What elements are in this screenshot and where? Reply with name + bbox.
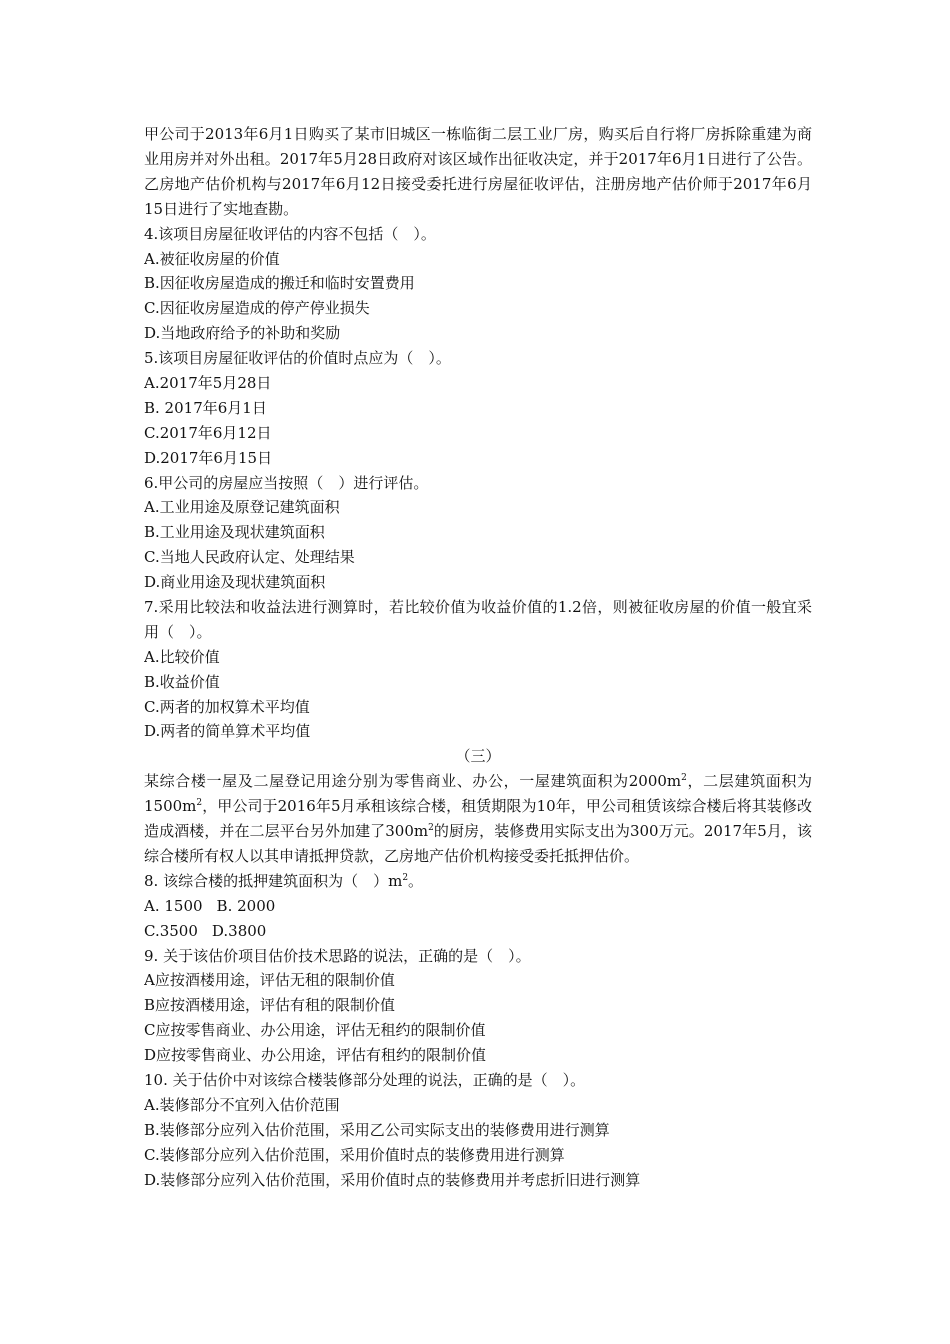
question-9-option-c: C应按零售商业、办公用途，评估无租约的限制价值 <box>144 1021 486 1040</box>
question-6-stem: 6.甲公司的房屋应当按照（ ）进行评估。 <box>144 473 429 492</box>
question-8-option-a: A. 1500 <box>144 896 203 915</box>
section-intro-text-4: 的厨房，装修费用实际支出为300万元。2017年5月，该综合楼所有权人以其申请抵押贷款，乙房地产估价机构接受委托抵押估价。 <box>144 822 812 865</box>
section-heading: （三） <box>455 747 501 766</box>
question-4-option-a: A.被征收房屋的价值 <box>144 249 280 268</box>
question-7-option-d: D.两者的简单算术平均值 <box>144 722 311 741</box>
question-8-stem <box>144 869 812 894</box>
superscript-2: 2 <box>681 773 687 784</box>
question-10-option-d: D.装修部分应列入估价范围，采用价值时点的装修费用并考虑折旧进行测算 <box>144 1170 641 1189</box>
question-10-option-a: A.装修部分不宜列入估价范围 <box>144 1095 340 1114</box>
question-10-stem: 10. 关于估价中对该综合楼装修部分处理的说法，正确的是（ ）。 <box>144 1071 586 1089</box>
question-7-option-b: B.收益价值 <box>144 672 220 691</box>
question-5-option-a: A.2017年5月28日 <box>144 373 272 392</box>
case-intro-paragraph: 甲公司于2013年6月1日购买了某市旧城区一栋临街二层工业厂房，购买后自行将厂房拆除重建为商业用房并对外出租。2017年5月28日政府对该区域作出征收决定，并于2017年6月1日进行了公告。乙房地产估价机构与2017年6月12日接受委托进行房屋征收评估，注册房地产估价师于2017年6月15日进行了实地查勘。 <box>144 125 812 218</box>
superscript-2: 2 <box>402 872 409 883</box>
question-8-option-d: D.3800 <box>211 921 267 940</box>
question-7-stem: 7.采用比较法和收益法进行测算时，若比较价值为收益价值的1.2倍，则被征收房屋的价值一般宜采用（ ）。 <box>144 597 812 641</box>
question-6-option-a: A.工业用途及原登记建筑面积 <box>144 498 340 517</box>
question-8-options-row-1 <box>144 894 812 919</box>
question-10-option-c: C.装修部分应列入估价范围，采用价值时点的装修费用进行测算 <box>144 1145 565 1164</box>
question-9-option-d: D应按零售商业、办公用途，评估有租约的限制价值 <box>144 1046 487 1065</box>
superscript-2: 2 <box>196 798 203 809</box>
question-5-stem: 5.该项目房屋征收评估的价值时点应为（ ）。 <box>144 349 451 368</box>
question-4-option-b: B.因征收房屋造成的搬迁和临时安置费用 <box>144 274 415 293</box>
question-5-option-d: D.2017年6月15日 <box>144 448 273 467</box>
question-4-option-d: D.当地政府给予的补助和奖励 <box>144 324 341 343</box>
section-intro-text-2: ，二层建筑面积为1500m <box>144 772 812 816</box>
question-6-option-c: C.当地人民政府认定、处理结果 <box>144 548 355 567</box>
section-intro-text-1: 某综合楼一屋及二屋登记用途分别为零售商业、办公，一屋建筑面积为2000m <box>144 772 682 791</box>
question-9-stem: 9. 关于该估价项目估价技术思路的说法，正确的是（ ）。 <box>144 946 531 965</box>
question-4-stem: 4.该项目房屋征收评估的内容不包括（ ）。 <box>144 224 436 243</box>
question-6-option-b: B.工业用途及现状建筑面积 <box>144 523 325 542</box>
question-8-option-c: C.3500 <box>144 921 198 940</box>
question-7-option-a: A.比较价值 <box>144 647 220 666</box>
section-intro-paragraph <box>144 769 812 869</box>
question-4-option-c: C.因征收房屋造成的停产停业损失 <box>144 299 370 318</box>
question-10-option-b: B.装修部分应列入估价范围，采用乙公司实际支出的装修费用进行测算 <box>144 1120 610 1139</box>
question-7-option-c: C.两者的加权算术平均值 <box>144 697 310 716</box>
question-8-options-row-2 <box>144 919 812 944</box>
question-5-option-b: B. 2017年6月1日 <box>144 398 267 417</box>
question-5-option-c: C.2017年6月12日 <box>144 423 272 442</box>
question-9-option-b: B应按酒楼用途，评估有租的限制价值 <box>144 996 396 1015</box>
question-8-stem-text: 8. 该综合楼的抵押建筑面积为（ ）m <box>144 871 403 890</box>
question-6-option-d: D.商业用途及现状建筑面积 <box>144 573 326 592</box>
question-9-option-a: A应按酒楼用途，评估无租的限制价值 <box>144 971 395 990</box>
question-8-stem-end: 。 <box>408 871 424 890</box>
superscript-2: 2 <box>428 823 434 834</box>
section-intro-text-3: ，甲公司于2016年5月承租该综合楼，租赁期限为10年，甲公司租赁该综合楼后将其装修改造成酒楼，并在二层平台另外加建了300m <box>144 797 812 841</box>
question-8-option-b: B. 2000 <box>216 896 276 915</box>
document-page <box>144 122 812 1192</box>
